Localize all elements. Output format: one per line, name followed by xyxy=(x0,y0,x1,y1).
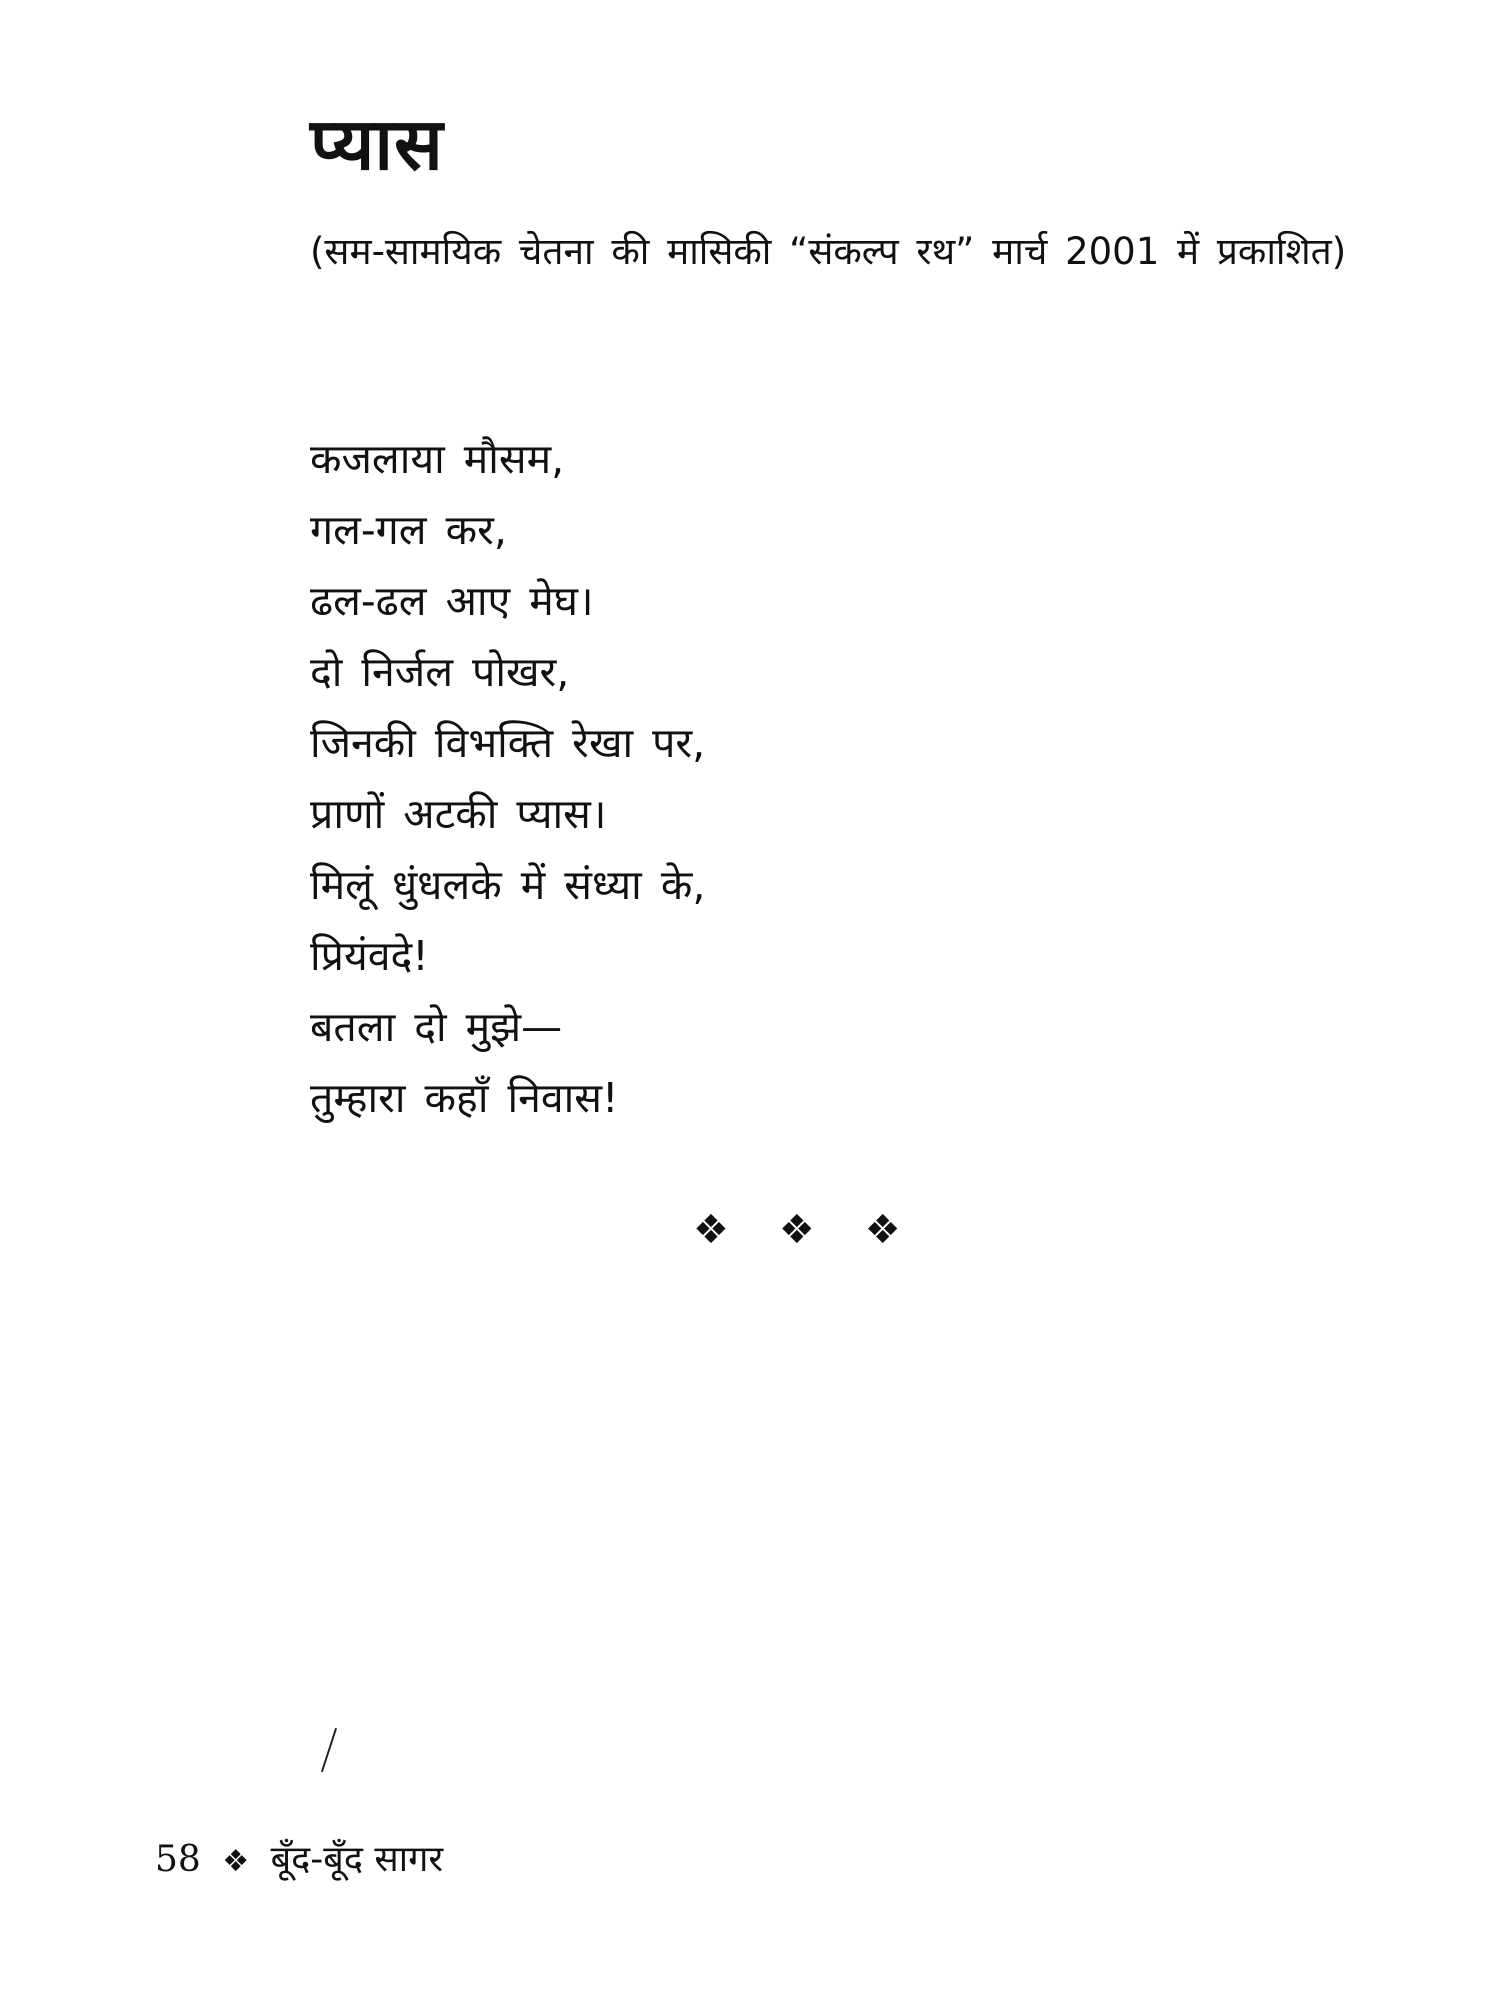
poem-line: मिलूं धुंधलके में संध्या के, xyxy=(310,861,706,909)
poem-title: प्यास xyxy=(310,102,444,186)
poem-line: ढल-ढल आए मेघ। xyxy=(310,577,594,625)
poem-line: गल-गल कर, xyxy=(310,506,507,554)
stray-pen-mark xyxy=(321,1728,337,1772)
poem-line: प्रियंवदे! xyxy=(310,932,429,980)
poem-body xyxy=(310,424,1210,1134)
poem-line: प्राणों अटकी प्यास। xyxy=(310,790,607,838)
page-footer xyxy=(155,1835,443,1887)
diamond-ornament-icon: ❖ xyxy=(778,1207,815,1253)
diamond-separator-icon: ❖ xyxy=(222,1844,250,1879)
publication-note: (सम-सामयिक चेतना की मासिकी “संकल्प रथ” मार्च 2001 में प्रकाशित) xyxy=(310,230,1347,273)
poem-line: कजलाया मौसम, xyxy=(310,435,565,483)
poem-line: जिनकी विभक्ति रेखा पर, xyxy=(310,719,706,767)
section-end-ornaments xyxy=(693,1205,953,1255)
diamond-ornament-icon: ❖ xyxy=(864,1207,901,1253)
book-title: बूँद-बूँद सागर xyxy=(270,1839,444,1880)
poem-line: दो निर्जल पोखर, xyxy=(310,648,570,696)
poem-line: बतला दो मुझे— xyxy=(310,1003,563,1051)
page-number: 58 xyxy=(155,1839,201,1880)
poem-line: तुम्हारा कहाँ निवास! xyxy=(310,1074,619,1122)
diamond-ornament-icon: ❖ xyxy=(693,1207,729,1253)
